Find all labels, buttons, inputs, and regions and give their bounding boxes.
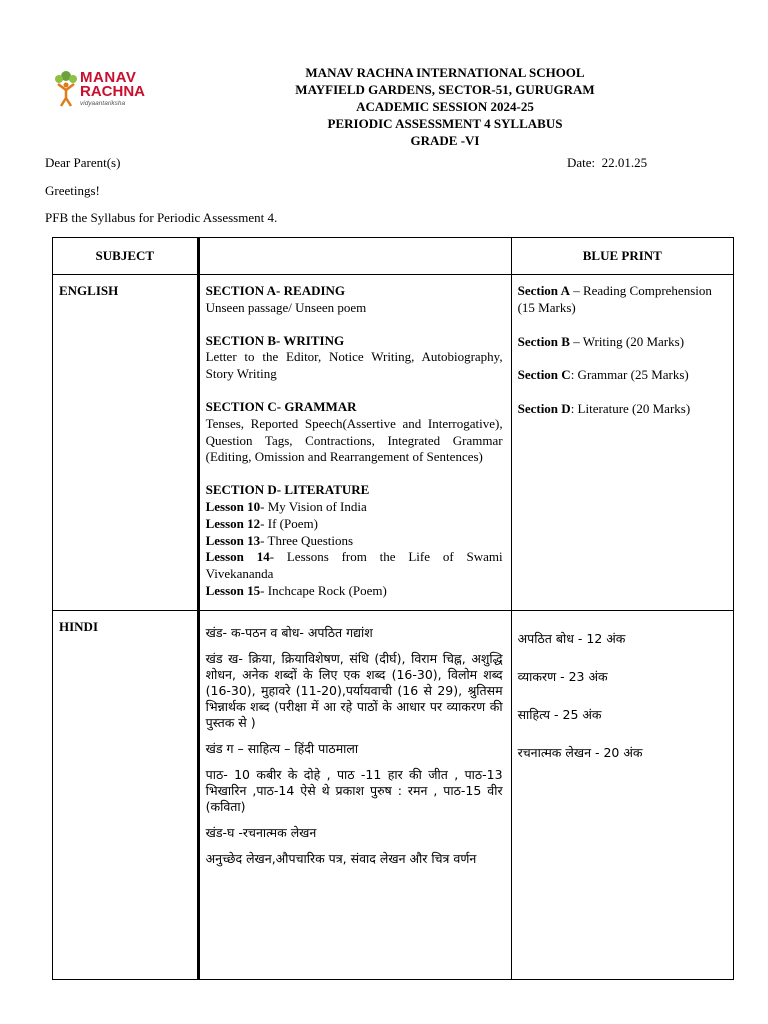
header-subject: SUBJECT (53, 238, 199, 275)
blueprint-item: Section B – Writing (20 Marks) (517, 333, 685, 349)
english-syllabus (200, 275, 511, 610)
subject-english: ENGLISH (59, 283, 119, 298)
header-blueprint: BLUE PRINT (511, 238, 733, 275)
school-address: MAYFIELD GARDENS, SECTOR-51, GURUGRAM (295, 82, 595, 97)
hindi-para: पाठ- 10 कबीर के दोहे , पाठ -11 हार की जीत , पाठ-13 भिखारिन ,पाठ-14 ऐसे थे प्रकाश पुरुष : रमन , पाठ-15 वीर (कविता) (205, 766, 503, 814)
logo-line1: MANAV (80, 69, 137, 86)
blueprint-item: व्याकरण - 23 अंक (517, 668, 608, 684)
greeting: Greetings! (45, 183, 100, 198)
document-header (180, 64, 710, 149)
logo-line2: RACHNA (80, 83, 145, 100)
section-a-title: SECTION A- READING (205, 283, 346, 298)
blueprint-item: साहित्य - 25 अंक (517, 706, 602, 722)
logo-tagline: vidyaantariksha (80, 100, 126, 107)
blueprint-item: रचनात्मक लेखन - 20 अंक (517, 744, 643, 760)
section-c-body: Tenses, Reported Speech(Assertive and Interrogative), Question Tags, Contractions, Integrated Grammar (Editing, Omission and Rearrangement of Sentences) (205, 415, 503, 465)
blueprint-item: अपठित बोध - 12 अंक (517, 630, 626, 646)
blueprint-item: Section C: Grammar (25 Marks) (517, 367, 689, 383)
english-blueprint (512, 275, 733, 418)
section-a-body: Unseen passage/ Unseen poem (205, 299, 367, 315)
table-row-english (53, 275, 734, 611)
academic-session: ACADEMIC SESSION 2024-25 (356, 99, 534, 114)
lesson-item: Lesson 10- My Vision of India (205, 498, 367, 514)
table-header-row (53, 238, 734, 275)
hindi-para: खंड- क-पठन व बोध- अपठित गद्यांश (205, 624, 373, 640)
blueprint-item: Section A – Reading Comprehension (15 Marks) (517, 283, 712, 315)
grade: GRADE -VI (410, 133, 480, 148)
school-name: MANAV RACHNA INTERNATIONAL SCHOOL (305, 65, 585, 80)
hindi-para: अनुच्छेद लेखन,औपचारिक पत्र, संवाद लेखन और चित्र वर्णन (205, 850, 477, 866)
hindi-para: खंड ग – साहित्य – हिंदी पाठमाला (205, 740, 359, 756)
blueprint-item: Section D: Literature (20 Marks) (517, 401, 691, 417)
syllabus-table (52, 237, 734, 980)
section-c-title: SECTION C- GRAMMAR (205, 398, 357, 414)
school-logo (54, 70, 154, 110)
tree-person-icon (54, 70, 78, 108)
hindi-blueprint (512, 611, 733, 761)
lesson-item: Lesson 15- Inchcape Rock (Poem) (205, 582, 387, 598)
section-d-title: SECTION D- LITERATURE (205, 482, 370, 498)
date-label: Date: (567, 155, 596, 170)
date-value: 22.01.25 (601, 155, 648, 170)
date-line (567, 155, 647, 171)
assessment-title: PERIODIC ASSESSMENT 4 SYLLABUS (327, 116, 563, 131)
section-b-body: Letter to the Editor, Notice Writing, Autobiography, Story Writing (205, 349, 503, 382)
subject-hindi: HINDI (59, 618, 99, 634)
header-syllabus (198, 238, 511, 275)
salutation: Dear Parent(s) (45, 155, 121, 170)
section-b-title: SECTION B- WRITING (205, 332, 345, 348)
hindi-syllabus (200, 611, 511, 887)
lesson-item: Lesson 13- Three Questions (205, 532, 354, 548)
intro-text: PFB the Syllabus for Periodic Assessment 4. (45, 210, 278, 225)
lesson-item: Lesson 14- Lessons from the Life of Swami Vivekananda (205, 549, 503, 582)
hindi-para: खंड ख- क्रिया, क्रियाविशेषण, संधि (दीर्घ), विराम चिह्न, अशुद्धि शोधन, अनेक शब्दों के लिए एक शब्द (16-30), विलोम शब्द (16-30), मुहावरे (11-20),पर्यायवाची (16 से 29), श्रुतिसम भिन्नार्थक शब्द (परीक्षा में आ रहे पाठों के आधार पर व्याकरण की पुस्तक से ) (205, 650, 503, 730)
hindi-para: खंड-घ -रचनात्मक लेखन (205, 824, 317, 840)
table-row-hindi (53, 610, 734, 979)
lesson-item: Lesson 12- If (Poem) (205, 515, 318, 531)
